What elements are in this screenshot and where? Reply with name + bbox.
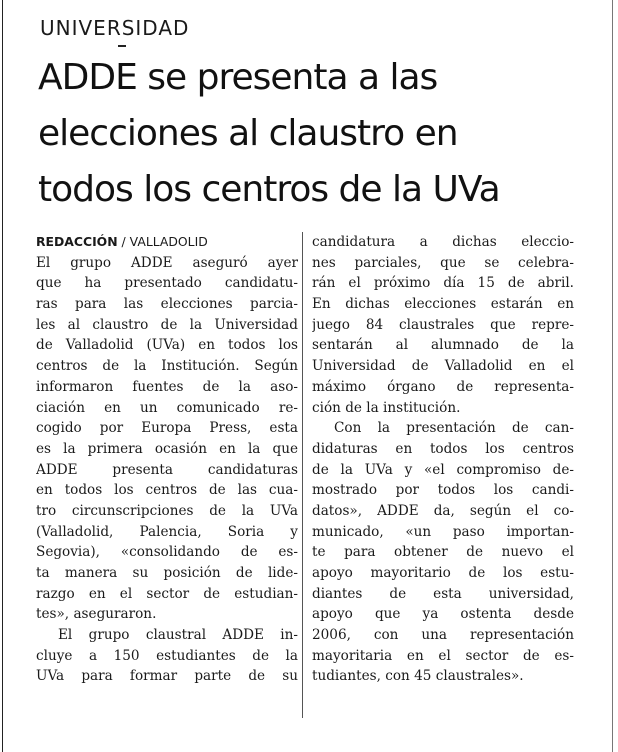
text-line: nes parciales, que se celebra- [312,254,574,271]
column-rule [302,232,303,718]
text-line: Universidad de Valladolid en el [312,358,574,375]
text-line: ta manera su posición de lide- [36,565,298,581]
text-line: tro circunscripciones de la UVa [36,502,298,519]
text-line: te para obtener de nuevo el [312,544,574,561]
text-line: ras para las elecciones parcia- [36,296,298,313]
text-line: en todos los centros de las cua- [36,482,298,499]
article-column-left [36,232,298,687]
text-line: apoyo que ya ostenta desde [312,606,574,623]
text-line: El grupo claustral ADDE in- [58,627,298,644]
text-line: apoyo mayoritario de los estu- [312,565,574,581]
text-line: de Valladolid (UVa) en todos los [36,337,298,354]
text-line: ción de la institución. [312,399,461,416]
text-line: de la UVa y «el compromiso de- [312,461,574,478]
text-line: (Valladolid, Palencia, Soria y [36,523,298,540]
text-line: tes», aseguraron. [36,606,157,623]
text-line: candidatura a dichas eleccio- [312,234,574,250]
page-edge-right [612,0,613,752]
text-line: diantes de esta universidad, [312,585,574,602]
text-line: centros de la Institución. Según [36,358,298,375]
text-line: tudiantes, con 45 claustrales». [312,668,524,685]
text-line: 2006, con una representación [312,627,574,644]
text-line: municado, «un paso importan- [312,523,574,540]
text-line: Con la presentación de can- [334,420,574,437]
text-line: razgo en el sector de estudian- [36,585,298,602]
headline-line: ADDE se presenta a las [38,57,438,98]
text-line: mayoritaria en el sector de es- [312,647,574,664]
byline-author: REDACCIÓN [36,234,118,249]
text-line: UVa para formar parte de su [36,668,298,685]
headline [38,50,598,218]
byline [36,232,298,253]
text-line: En dichas elecciones estarán en [312,296,574,313]
text-line: máximo órgano de representa- [312,378,574,395]
text-line: es la primera ocasión en la que [36,440,298,457]
text-line: que ha presentado candidatu- [36,275,298,292]
text-line: ciación en un comunicado re- [36,399,298,416]
text-line: sentarán al alumnado de la [312,337,574,354]
section-divider [118,45,126,47]
text-line: didaturas en todos los centros [312,440,574,457]
text-line: mostrado por todos los candi- [312,482,574,499]
text-line: cluye a 150 estudiantes de la [36,647,298,664]
text-line: juego 84 claustrales que repre- [312,316,574,333]
article-column-right [312,232,574,687]
text-line: El grupo ADDE aseguró ayer [36,254,298,271]
headline-line: todos los centros de la UVa [38,169,500,210]
text-line: Segovia), «consolidando de es- [36,544,298,561]
page-edge-left [2,0,3,752]
headline-line: elecciones al claustro en [38,113,458,154]
text-line: rán el próximo día 15 de abril. [312,275,574,292]
section-label: UNIVERSIDAD [40,16,190,40]
text-line: cogido por Europa Press, esta [36,420,298,437]
text-line: datos», ADDE da, según el co- [312,502,574,519]
text-line: informaron fuentes de la aso- [36,378,298,395]
byline-location: / VALLADOLID [121,234,208,249]
text-line: les al claustro de la Universidad [36,316,298,333]
text-line: ADDE presenta candidaturas [36,461,298,478]
